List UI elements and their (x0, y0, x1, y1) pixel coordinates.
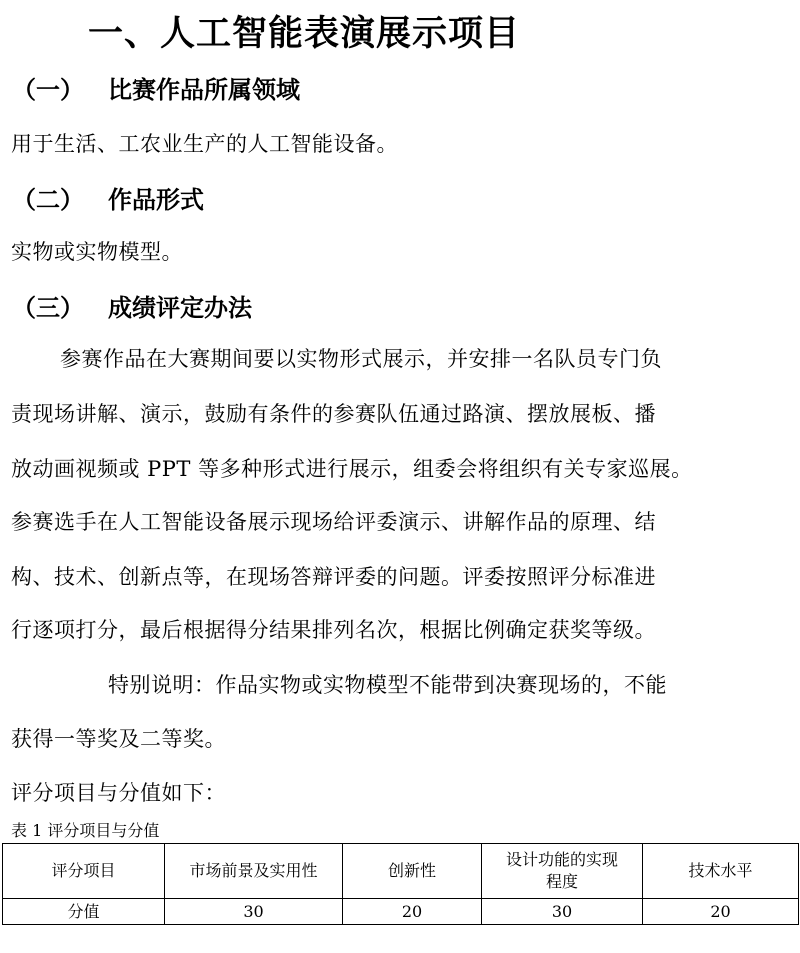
table-header-cell: 市场前景及实用性 (165, 844, 343, 899)
section-number: （二） (12, 186, 84, 214)
paragraph-line: 行逐项打分，最后根据得分结果排列名次，根据比例确定获奖等级。 (11, 618, 656, 642)
section-heading-2 (12, 180, 204, 215)
table-header-cell: 创新性 (343, 844, 482, 899)
section-title: 作品形式 (108, 186, 204, 214)
paragraph-line: 放动画视频或 PPT 等多种形式进行展示，组委会将组织有关专家巡展。 (11, 457, 693, 481)
special-note-line: 获得一等奖及二等奖。 (11, 727, 226, 751)
table-cell: 20 (643, 899, 799, 925)
table-cell: 20 (343, 899, 482, 925)
table-header-row (3, 844, 799, 899)
paragraph-line: 参赛作品在大赛期间要以实物形式展示，并安排一名队员专门负 (60, 347, 662, 371)
table-row (3, 899, 799, 925)
table-header-cell: 评分项目 (3, 844, 165, 899)
section-title: 比赛作品所属领域 (108, 76, 300, 104)
section-heading-1 (12, 70, 300, 105)
section-title: 成绩评定办法 (108, 294, 252, 322)
table-cell: 30 (165, 899, 343, 925)
table-cell: 30 (482, 899, 643, 925)
table-cell: 分值 (3, 899, 165, 925)
table-caption: 表 1 评分项目与分值 (11, 821, 160, 840)
section-body-1: 用于生活、工农业生产的人工智能设备。 (11, 132, 398, 156)
table-header-cell: 设计功能的实现程度 (482, 844, 643, 899)
paragraph-line: 参赛选手在人工智能设备展示现场给评委演示、讲解作品的原理、结 (11, 510, 656, 534)
paragraph-line: 构、技术、创新点等，在现场答辩评委的问题。评委按照评分标准进 (11, 565, 656, 589)
special-note-line: 特别说明：作品实物或实物模型不能带到决赛现场的，不能 (108, 673, 667, 697)
score-intro: 评分项目与分值如下： (11, 781, 226, 805)
section-number: （三） (12, 294, 84, 322)
table-header-cell: 技术水平 (643, 844, 799, 899)
page-title: 一、人工智能表演展示项目 (88, 14, 521, 54)
paragraph-line: 责现场讲解、演示，鼓励有条件的参赛队伍通过路演、摆放展板、播 (11, 402, 656, 426)
section-number: （一） (12, 76, 84, 104)
score-table (2, 843, 799, 925)
section-heading-3 (12, 288, 252, 323)
section-body-2: 实物或实物模型。 (11, 240, 183, 264)
